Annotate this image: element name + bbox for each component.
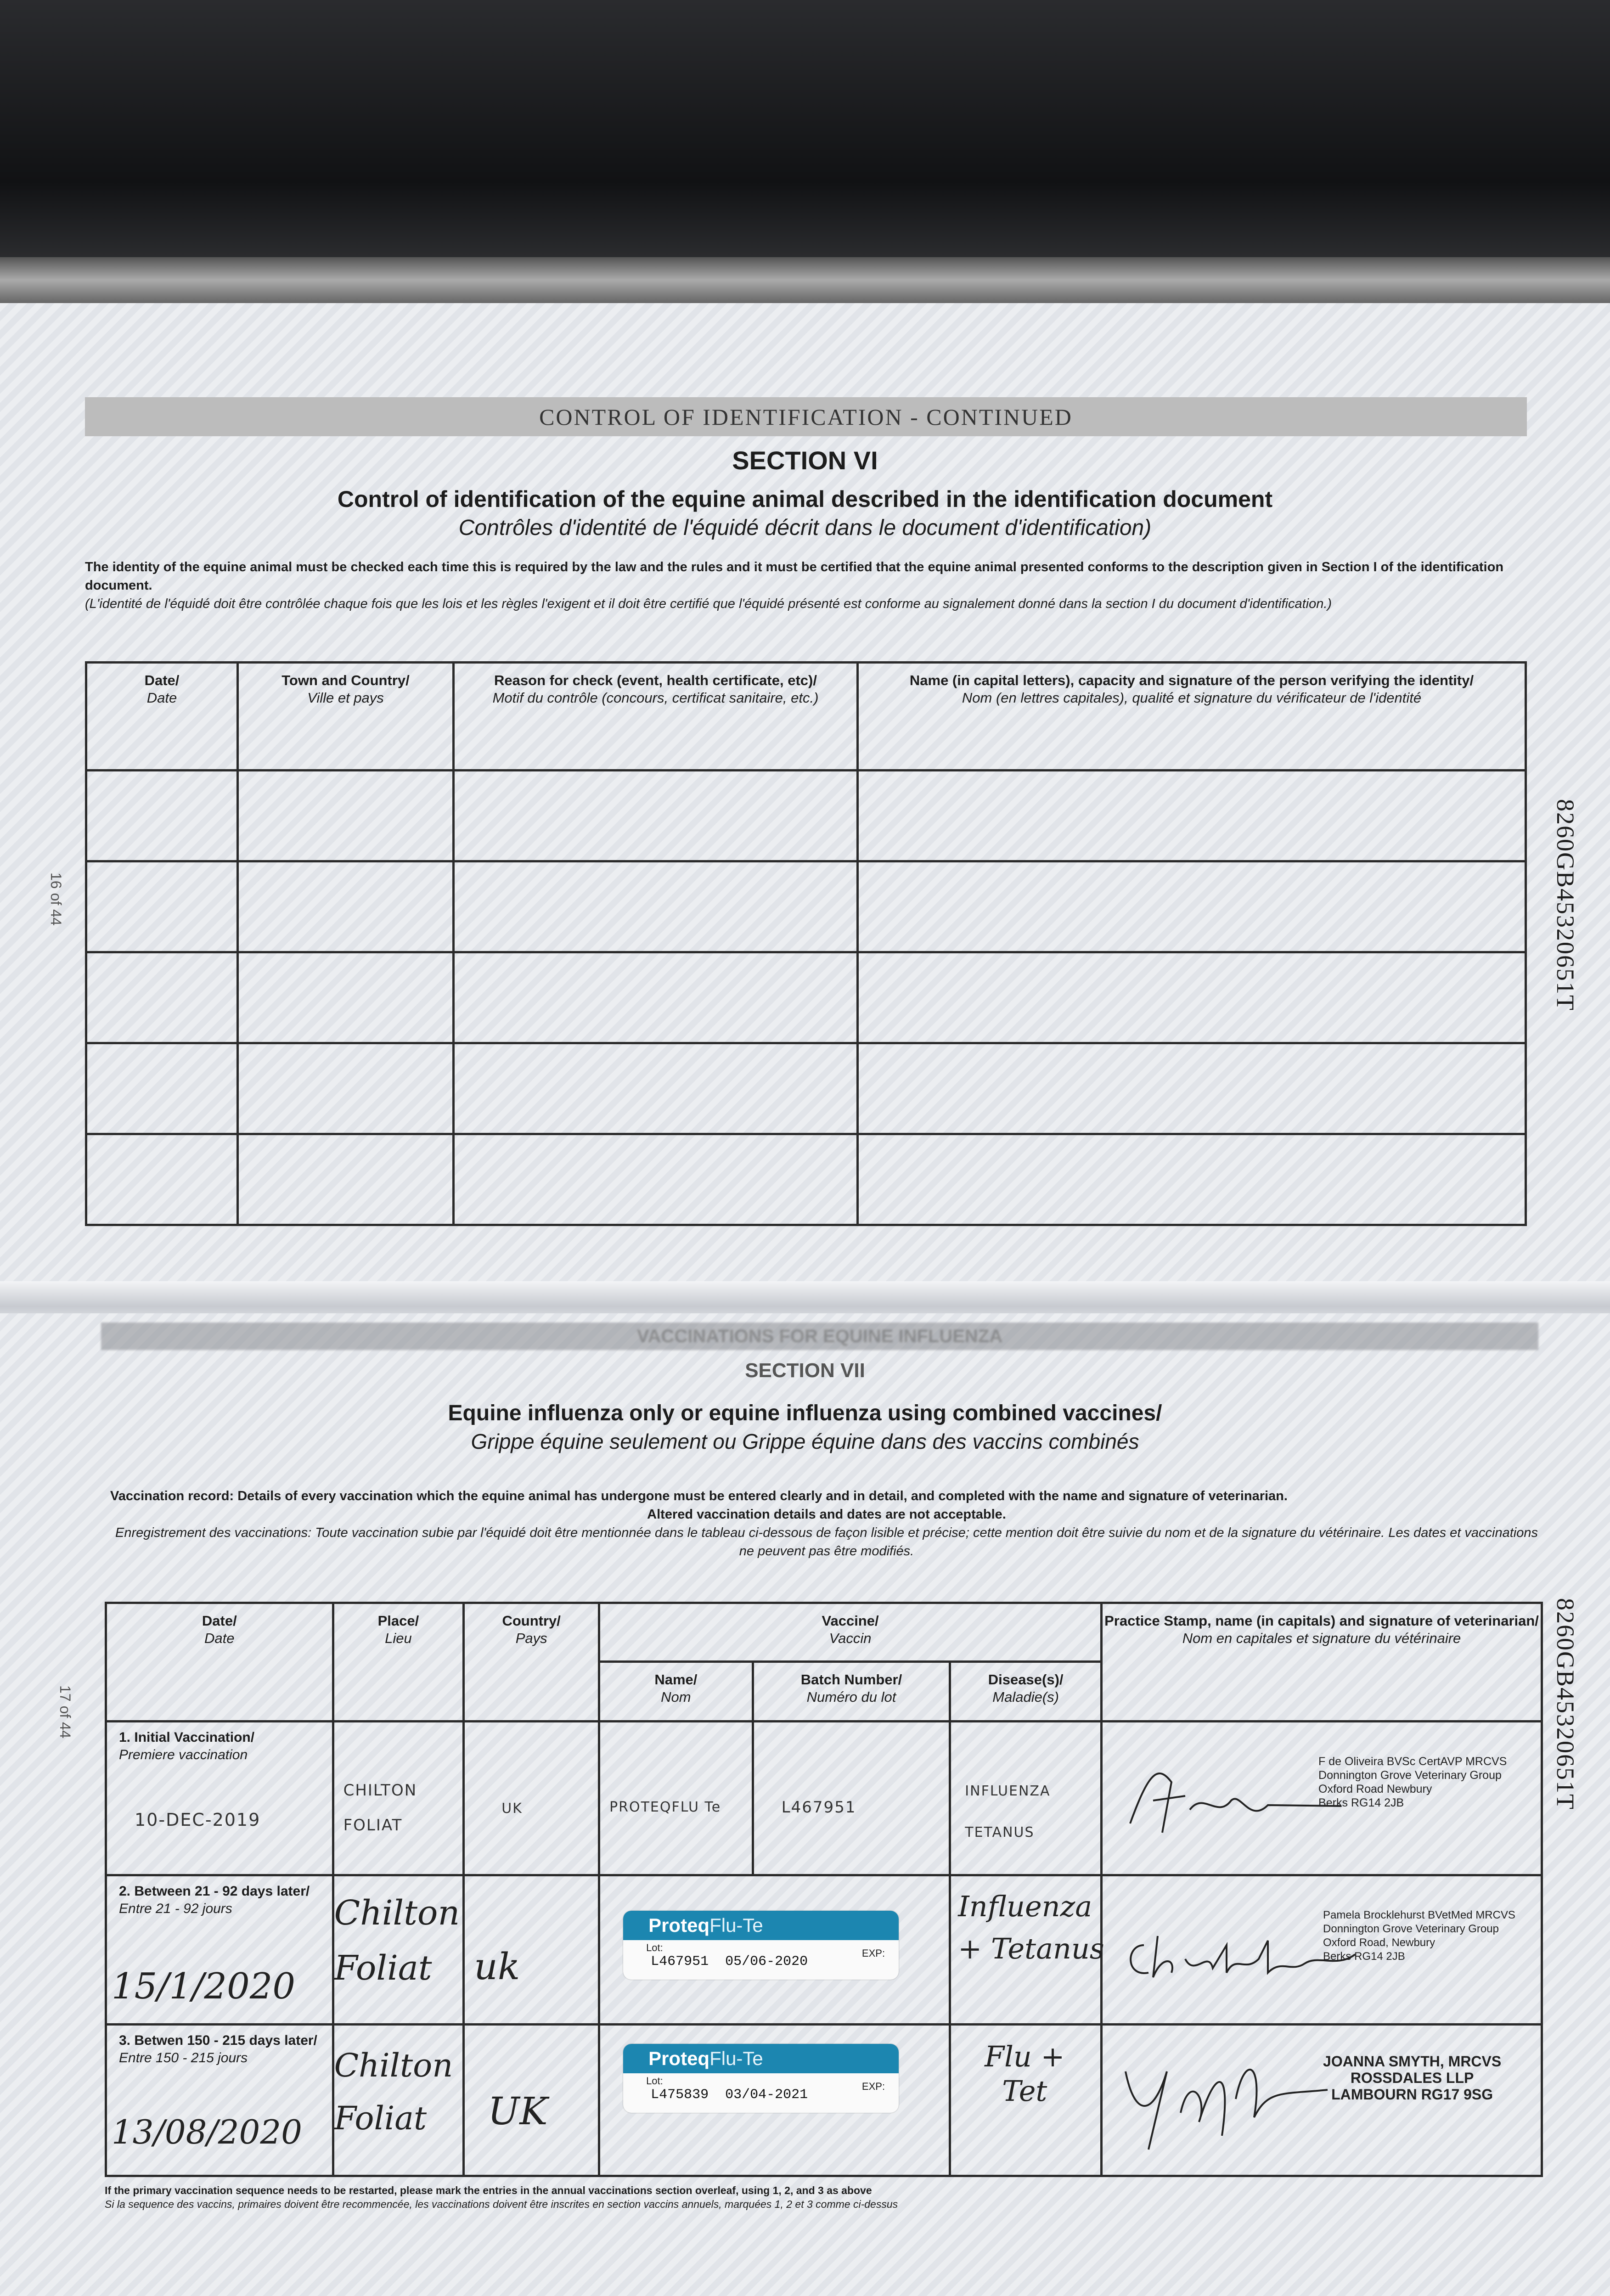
footnote — [105, 2183, 1542, 2211]
section-title-fr: Contrôles d'identité de l'équidé décrit dans le document d'identification) — [458, 516, 1152, 540]
document-number: 8260GB45320651T — [1552, 799, 1579, 1011]
header-batch: Batch Number/ Numéro du lot — [753, 1662, 950, 1722]
sticker-exp: 03/04-2021 — [725, 2087, 808, 2103]
sticker-brand: Proteq — [648, 2048, 710, 2069]
record-text-en: Details of every vaccination which the equine animal has undergone must be entered clearly and in detail, and completed with the name and signature of veterinarian. — [237, 1489, 1288, 1503]
practice-stamp: Pamela Brocklehurst BVetMed MRCVS Donnington Grove Veterinary Group Oxford Road, Newbury Berks RG14 2JB — [1323, 1909, 1515, 1963]
vaccination-row-2 — [106, 1875, 1542, 2025]
row-label: 3. Betwen 150 - 215 days later/ Entre 150 - 215 jours — [119, 2033, 317, 2065]
header-vaccine: Vaccine/ Vaccin — [599, 1603, 1102, 1662]
practice-stamp: JOANNA SMYTH, MRCVS ROSSDALES LLP LAMBOURN RG17 9SG — [1323, 2053, 1502, 2103]
header-place: Place/ Lieu — [333, 1603, 464, 1722]
header-vaccine-name: Name/ Nom — [599, 1662, 753, 1722]
section-title-en: Control of identification of the equine animal described in the identification document — [337, 486, 1273, 512]
sticker-exp-label: EXP: — [861, 2081, 885, 2092]
sticker-lot-label: Lot: — [646, 2075, 663, 2087]
section-heading: SECTION VI — [732, 446, 878, 475]
sticker-exp: 05/06-2020 — [725, 1954, 808, 1970]
sticker-lot: L467951 — [651, 1954, 709, 1970]
header-date: Date/ Date — [106, 1603, 333, 1722]
page-number: 16 of 44 — [48, 872, 64, 926]
sticker-brand: Proteq — [648, 1914, 710, 1936]
vaccine-sticker — [623, 2044, 899, 2113]
record-text-fr: Enregistrement des vaccinations: Toute vaccination subie par l'équidé doit être mentionnée dans le tableau ci-dessous de façon lisible et précise; cette mention doit être suivie du nom et de la signature du vétérinaire. Les dates et vaccinations ne peuvent pas être modifiés. — [115, 1525, 1538, 1559]
page-number: 17 of 44 — [57, 1685, 73, 1739]
vaccination-place: CHILTON FOLIAT — [343, 1781, 417, 1835]
vaccination-country: UK — [488, 2090, 548, 2133]
vaccination-place: Chilton Foliat — [334, 1893, 460, 1988]
header-disease: Disease(s)/ Maladie(s) — [950, 1662, 1102, 1722]
vet-signature — [1121, 1755, 1351, 1846]
row-label: 1. Initial Vaccination/ Premiere vaccination — [119, 1730, 255, 1762]
table-row — [86, 771, 1526, 861]
section-title-en: Equine influenza only or equine influenza using combined vaccines/ — [448, 1401, 1162, 1425]
identification-table — [85, 661, 1527, 1226]
vaccination-country: uk — [474, 1945, 520, 1988]
vaccination-date: 15/1/2020 — [112, 1966, 295, 2007]
header-practice: Practice Stamp, name (in capitals) and signature of veterinarian/ Nom en capitales et signature du vétérinaire — [1102, 1603, 1542, 1722]
intro-text-en: The identity of the equine animal must be checked each time this is required by the law and the rules and it must be certified that the equine animal presented conforms to the description given in Section I of the identification document. — [85, 560, 1504, 593]
table-row — [86, 952, 1526, 1043]
vaccination-country: UK — [501, 1801, 523, 1817]
intro-text — [85, 558, 1509, 613]
header-town-country: Town and Country/ Ville et pays — [238, 663, 454, 771]
vaccination-table — [105, 1602, 1543, 2177]
sticker-lot: L475839 — [651, 2087, 709, 2103]
record-text-en2: Altered vaccination details and dates are not acceptable. — [647, 1507, 1006, 1522]
vaccination-date: 13/08/2020 — [112, 2113, 302, 2151]
vaccination-row-1 — [106, 1722, 1542, 1875]
intro-text-fr: (L'identité de l'équidé doit être contrôlée chaque fois que les lois et les règles l'exigent et il doit être certifié que l'équidé présenté est conforme au signalement donné dans la section I du document d'identification.) — [85, 597, 1332, 611]
vaccine-name: PROTEQFLU Te — [609, 1799, 721, 1815]
section-banner: CONTROL OF IDENTIFICATION - CONTINUED — [85, 397, 1527, 436]
document-spine — [0, 257, 1610, 303]
table-header-row — [86, 663, 1526, 771]
disease: Flu + Tet — [985, 2040, 1065, 2108]
footnote-fr: Si la sequence des vaccins, primaires doivent être recommencée, les vaccinations doivent être inscrites en section vaccins annuels, marquées 1, 2 et 3 comme ci-dessus — [105, 2198, 898, 2210]
header-reason: Reason for check (event, health certificate, etc)/ Motif du contrôle (concours, certificat sanitaire, etc.) — [454, 663, 858, 771]
vaccination-row-3 — [106, 2025, 1542, 2176]
sticker-product: Flu-Te — [709, 2048, 763, 2069]
vaccine-sticker — [623, 1911, 899, 1980]
sticker-exp-label: EXP: — [861, 1947, 885, 1959]
header-verifier: Name (in capital letters), capacity and signature of the person verifying the identity/ Nom (en lettres capitales), qualité et signature du vérificateur de l'identité — [858, 663, 1526, 771]
sticker-product: Flu-Te — [709, 1914, 763, 1936]
sticker-lot-label: Lot: — [646, 1942, 663, 1953]
table-row — [86, 1134, 1526, 1225]
table-row — [86, 1043, 1526, 1134]
section-heading: SECTION VII — [745, 1359, 865, 1382]
header-country: Country/ Pays — [464, 1603, 599, 1722]
batch-number: L467951 — [781, 1798, 856, 1817]
vet-signature — [1116, 2044, 1337, 2163]
document-number: 8260GB45320651T — [1552, 1598, 1579, 1810]
footnote-en: If the primary vaccination sequence needs to be restarted, please mark the entries in the annual vaccinations section overleaf, using 1, 2, and 3 as above — [105, 2184, 872, 2196]
disease: Influenza + Tetanus — [958, 1890, 1104, 1965]
row-label: 2. Between 21 - 92 days later/ Entre 21 - 92 jours — [119, 1884, 310, 1916]
vaccination-place: Chilton Foliat — [334, 2047, 453, 2137]
section-title-fr: Grippe équine seulement ou Grippe équine dans des vaccins combinés — [471, 1429, 1139, 1453]
section-banner-blurred: VACCINATIONS FOR EQUINE INFLUENZA — [101, 1322, 1538, 1350]
practice-stamp: F de Oliveira BVSc CertAVP MRCVS Donnington Grove Veterinary Group Oxford Road Newbury Berks RG14 2JB — [1318, 1755, 1507, 1809]
disease: INFLUENZA TETANUS — [965, 1783, 1051, 1840]
vaccination-record-text — [110, 1487, 1543, 1560]
table-row — [86, 861, 1526, 952]
vaccination-date: 10-DEC-2019 — [135, 1810, 261, 1830]
header-date: Date/ Date — [86, 663, 238, 771]
record-label: Vaccination record: — [110, 1489, 234, 1503]
